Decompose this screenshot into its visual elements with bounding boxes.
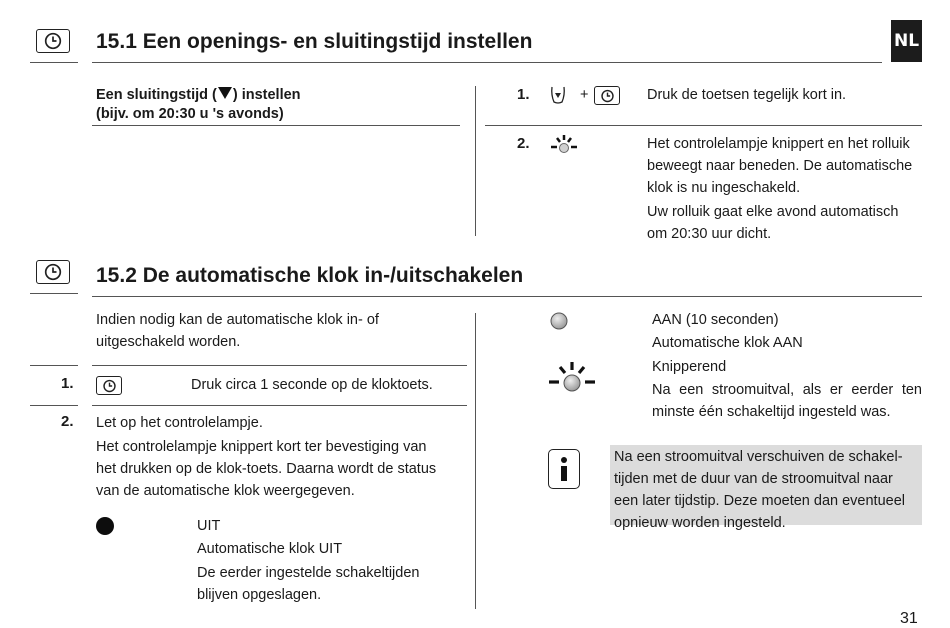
blink-state-text: Knipperend Na een stroomuitval, als er eerder ten minste één schakeltijd ingesteld was.	[652, 359, 922, 420]
clock-key-icon	[96, 376, 122, 395]
step-number: 2.	[517, 135, 530, 152]
divider	[92, 405, 467, 406]
clock-key-icon	[594, 86, 620, 105]
step1-text: Druk circa 1 seconde op de kloktoets.	[191, 377, 433, 393]
blinking-lamp-icon	[546, 361, 598, 398]
divider	[30, 405, 78, 406]
step-number: 1.	[517, 86, 530, 103]
clock-icon	[102, 379, 117, 393]
clock-icon	[43, 263, 63, 281]
section1-clock-icon	[36, 29, 70, 53]
info-icon	[548, 449, 580, 489]
clock-icon	[43, 32, 63, 50]
plus-sign: +	[580, 87, 589, 103]
page-number: 31	[900, 610, 918, 627]
down-arrow-icon	[217, 86, 233, 100]
down-key-icon	[550, 85, 566, 105]
section1-title: 15.1 Een openings- en sluitingstijd instellen	[96, 30, 533, 53]
divider	[30, 62, 78, 63]
off-state-text: UIT Automatische klok UIT De eerder ingestelde schakeltijden blijven opgeslagen.	[197, 518, 420, 603]
step1-text: Druk de toetsen tegelijk kort in.	[647, 87, 847, 103]
step-number: 1.	[61, 375, 74, 392]
blinking-lamp-icon	[548, 134, 580, 159]
title-rule	[92, 62, 882, 63]
section2-clock-icon	[36, 260, 70, 284]
divider	[92, 365, 467, 366]
info-note: Na een stroomuitval verschuiven de schakel- tijden met de duur van de stroomuitval naar een later tijdstip. Deze moeten dan eventueel opnieuw worden ingesteld.	[610, 445, 922, 525]
divider	[30, 293, 78, 294]
divider	[92, 125, 460, 126]
language-badge: NL	[891, 20, 922, 62]
section2-title: 15.2 De automatische klok in-/uitschakelen	[96, 264, 524, 287]
on-state-text: AAN (10 seconden) Automatische klok AAN	[652, 312, 803, 351]
title-rule	[92, 296, 922, 297]
divider	[30, 365, 78, 366]
step2-text: Het controlelampje knippert en het rolluik beweegt naar beneden. De automatische klok is nu ingeschakeld. Uw rolluik gaat elke avond automatisch om 20:30 uur dicht.	[647, 136, 913, 242]
closing-time-heading: Een sluitingstijd ( ) instellen (bijv. om 20:30 u 's avonds)	[96, 87, 301, 122]
clock-icon	[600, 89, 615, 103]
column-divider	[475, 86, 476, 236]
intro-text: Indien nodig kan de automatische klok in- of uitgeschakeld worden.	[96, 312, 379, 350]
column-divider	[475, 313, 476, 609]
lamp-on-icon	[550, 312, 568, 335]
step-number: 2.	[61, 413, 74, 430]
lamp-off-icon	[96, 517, 114, 535]
divider	[485, 125, 922, 126]
step2-text: Let op het controlelampje. Het controlelampje knippert kort ter bevestiging van het drukken op de klok-toets. Daarna wordt de status van de automatische klok weergegeven.	[96, 415, 437, 499]
